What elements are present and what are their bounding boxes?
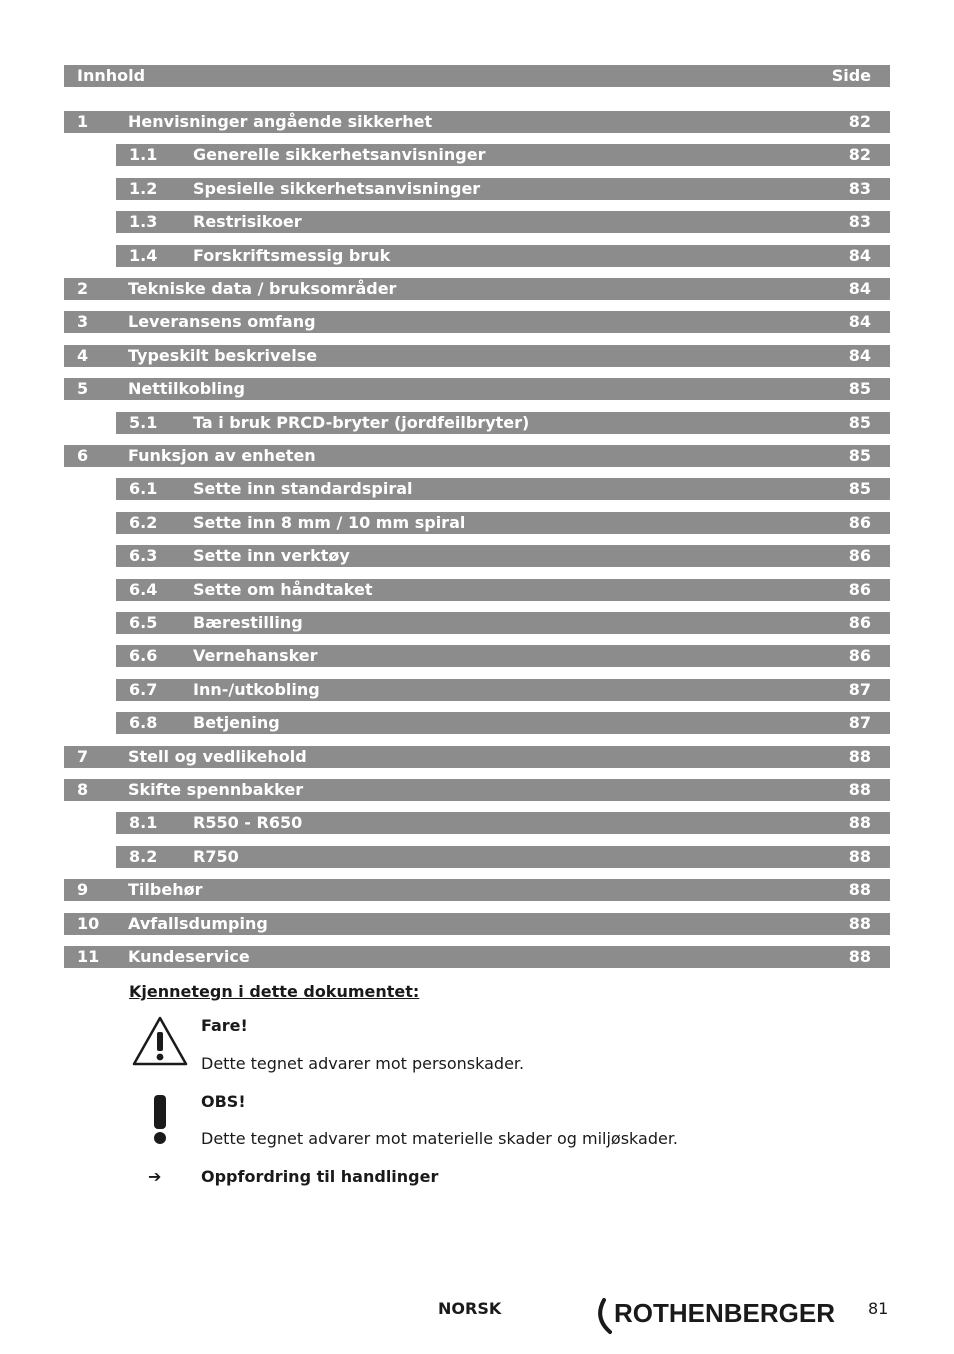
toc-entry-number: 5: [77, 379, 89, 398]
toc-entry: [64, 345, 890, 367]
danger-text: Dette tegnet advarer mot personskader.: [201, 1054, 525, 1073]
toc-entry: [64, 445, 890, 467]
toc-entry: [116, 412, 890, 434]
obs-text: Dette tegnet advarer mot materielle skader og miljøskader.: [201, 1129, 679, 1148]
toc-entry-title: Avfallsdumping: [128, 914, 268, 933]
toc-entry-page: 86: [848, 613, 871, 632]
toc-entry-title: Forskriftsmessig bruk: [193, 246, 391, 265]
toc-entry-title: Ta i bruk PRCD-bryter (jordfeilbryter): [193, 413, 530, 432]
toc-entry-title: Inn-/utkobling: [193, 680, 320, 699]
toc-entry-number: 2: [77, 279, 89, 298]
toc-entry-page: 88: [848, 914, 871, 933]
toc-entry-number: 10: [77, 914, 100, 933]
toc-entry-page: 88: [848, 813, 871, 832]
toc-entry-page: 85: [848, 479, 871, 498]
toc-entry-page: 88: [848, 780, 871, 799]
toc-entry-page: 86: [848, 646, 871, 665]
toc-entry: [116, 512, 890, 534]
toc-entry: [64, 111, 890, 133]
toc-entry-page: 87: [848, 713, 871, 732]
toc-entry-title: Stell og vedlikehold: [128, 747, 307, 766]
arrow-icon: ➔: [148, 1167, 162, 1186]
toc-entry: [116, 579, 890, 601]
toc-entry: [64, 278, 890, 300]
toc-entry-number: 6.3: [129, 546, 158, 565]
toc-header-page-label: Side: [831, 66, 871, 85]
exclamation-icon: [150, 1094, 170, 1146]
toc-entry-page: 88: [848, 880, 871, 899]
footer-page-number: 81: [868, 1299, 889, 1318]
toc-header-title: Innhold: [77, 66, 146, 85]
toc-entry-page: 85: [848, 413, 871, 432]
toc-entry-number: 3: [77, 312, 89, 331]
toc-entry-page: 85: [848, 379, 871, 398]
toc-entry-title: Spesielle sikkerhetsanvisninger: [193, 179, 481, 198]
toc-entry-page: 86: [848, 580, 871, 599]
toc-entry: [116, 612, 890, 634]
toc-entry-title: Sette om håndtaket: [193, 580, 373, 599]
toc-entry-title: Skifte spennbakker: [128, 780, 304, 799]
obs-label: OBS!: [201, 1092, 246, 1111]
toc-entry-number: 6.2: [129, 513, 158, 532]
toc-entry: [64, 311, 890, 333]
toc-entry-number: 1.1: [129, 145, 158, 164]
toc-entry-number: 6: [77, 446, 89, 465]
warning-triangle-icon: [131, 1015, 189, 1067]
toc-entry-page: 82: [848, 112, 871, 131]
toc-entry: [116, 812, 890, 834]
toc-entry-title: Generelle sikkerhetsanvisninger: [193, 145, 486, 164]
footer-language: NORSK: [438, 1299, 502, 1318]
toc-entry-title: Bærestilling: [193, 613, 303, 632]
toc-entry: [116, 679, 890, 701]
toc-entry-title: Kundeservice: [128, 947, 250, 966]
toc-entry-title: Restrisikoer: [193, 212, 302, 231]
toc-entry-number: 1: [77, 112, 89, 131]
logo-wordmark: ROTHENBERGER: [614, 1298, 836, 1328]
toc-entry-number: 7: [77, 747, 89, 766]
toc-entry-title: Tilbehør: [128, 880, 203, 899]
danger-label: Fare!: [201, 1016, 248, 1035]
toc-entry-title: R750: [193, 847, 239, 866]
toc-entry: [116, 712, 890, 734]
rothenberger-logo: [592, 1296, 838, 1336]
toc-entry: [116, 645, 890, 667]
toc-entry-title: R550 - R650: [193, 813, 303, 832]
toc-entry-page: 86: [848, 513, 871, 532]
toc-entry-number: 8: [77, 780, 89, 799]
toc-entry: [116, 478, 890, 500]
toc-entry-title: Funksjon av enheten: [128, 446, 316, 465]
toc-entry-number: 11: [77, 947, 100, 966]
toc-entry-title: Typeskilt beskrivelse: [128, 346, 318, 365]
toc-entry-number: 6.4: [129, 580, 158, 599]
toc-entry-number: 5.1: [129, 413, 158, 432]
toc-entry-page: 87: [848, 680, 871, 699]
toc-entry-page: 83: [848, 212, 871, 231]
toc-entry-number: 1.3: [129, 212, 158, 231]
toc-entry: [64, 378, 890, 400]
toc-entry-number: 4: [77, 346, 89, 365]
toc-entry-number: 8.1: [129, 813, 158, 832]
toc-entry-title: Sette inn verktøy: [193, 546, 350, 565]
toc-entry-number: 6.6: [129, 646, 158, 665]
toc-entry: [116, 245, 890, 267]
toc-entry-number: 8.2: [129, 847, 158, 866]
toc-entry-number: 1.4: [129, 246, 158, 265]
toc-entry-page: 88: [848, 847, 871, 866]
toc-entry-number: 6.7: [129, 680, 158, 699]
toc-entry-title: Tekniske data / bruksområder: [128, 279, 397, 298]
toc-entry-title: Henvisninger angående sikkerhet: [128, 112, 433, 131]
toc-entry-page: 86: [848, 546, 871, 565]
toc-entry-number: 6.5: [129, 613, 158, 632]
toc-entry-page: 84: [848, 279, 871, 298]
toc-entry-page: 85: [848, 446, 871, 465]
toc-entry-page: 88: [848, 947, 871, 966]
toc-entry: [64, 779, 890, 801]
legend-title: Kjennetegn i dette dokumentet:: [129, 982, 420, 1001]
toc-entry: [116, 545, 890, 567]
toc-entry-page: 84: [848, 246, 871, 265]
action-label: Oppfordring til handlinger: [201, 1167, 439, 1186]
toc-entry-page: 83: [848, 179, 871, 198]
toc-entry: [116, 178, 890, 200]
toc-entry: [64, 946, 890, 968]
toc-entry-title: Betjening: [193, 713, 280, 732]
toc-entry-number: 6.8: [129, 713, 158, 732]
toc-entry-title: Vernehansker: [193, 646, 318, 665]
toc-entry: [64, 879, 890, 901]
toc-entry-page: 84: [848, 346, 871, 365]
toc-entry-title: Nettilkobling: [128, 379, 245, 398]
toc-entry-number: 9: [77, 880, 89, 899]
toc-entry: [116, 144, 890, 166]
toc-entry-page: 84: [848, 312, 871, 331]
toc-entry-title: Sette inn standardspiral: [193, 479, 413, 498]
toc-header: [64, 65, 890, 87]
toc-entry-page: 82: [848, 145, 871, 164]
toc-entry-title: Leveransens omfang: [128, 312, 316, 331]
toc-entry-number: 1.2: [129, 179, 158, 198]
toc-entry-page: 88: [848, 747, 871, 766]
toc-entry-number: 6.1: [129, 479, 158, 498]
toc-entry-title: Sette inn 8 mm / 10 mm spiral: [193, 513, 466, 532]
toc-entry: [116, 846, 890, 868]
toc-entry: [64, 746, 890, 768]
toc-entry: [116, 211, 890, 233]
toc-entry: [64, 913, 890, 935]
